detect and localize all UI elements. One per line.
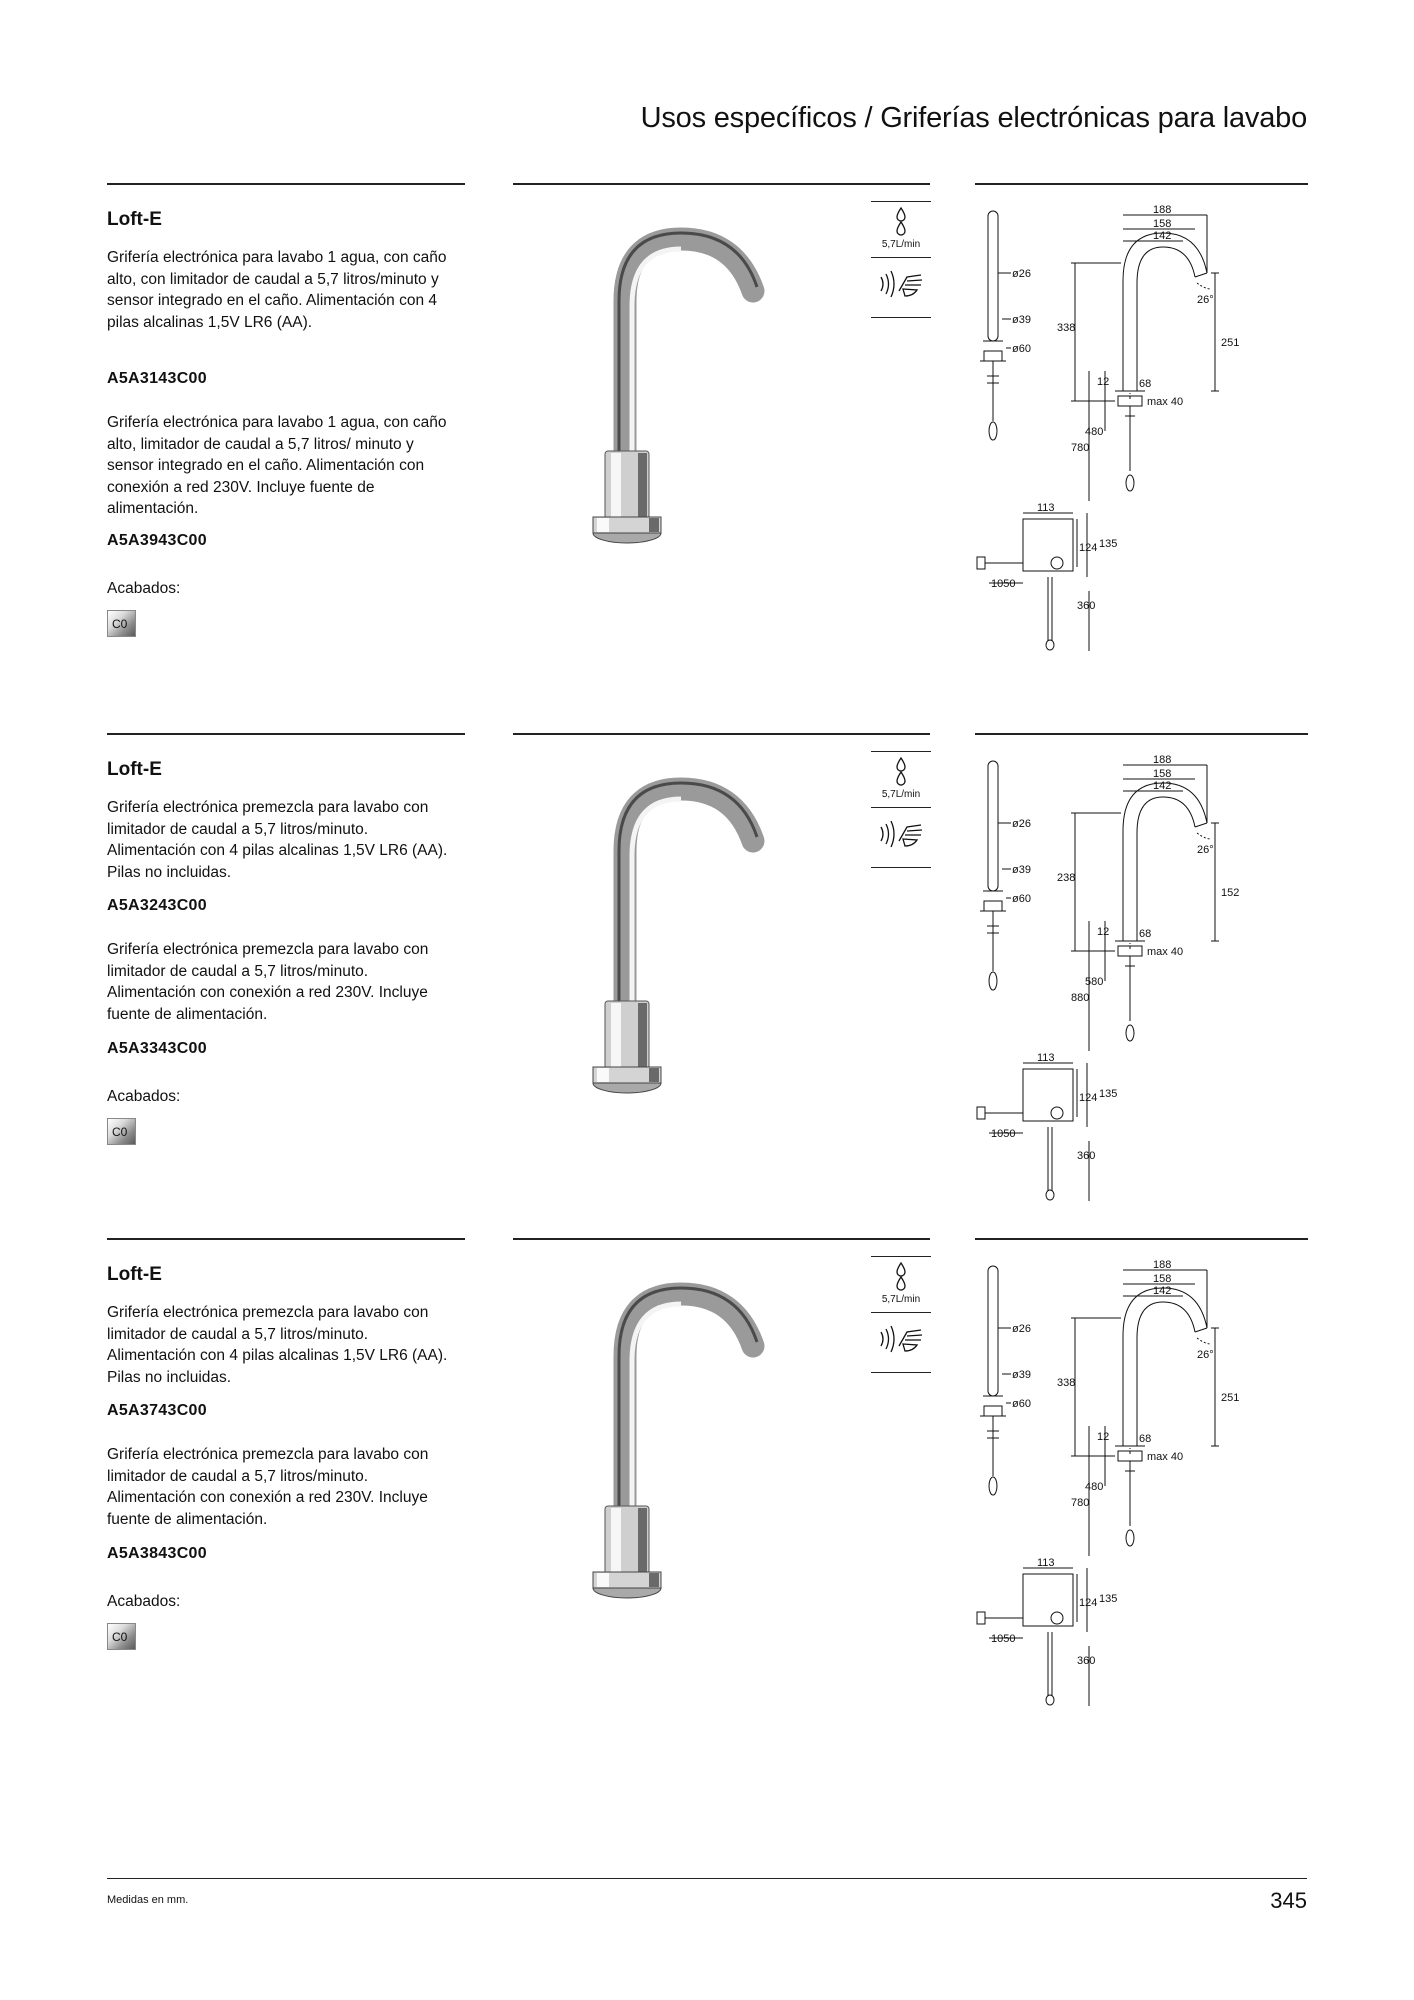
- dim-angle: 26°: [1197, 1349, 1214, 1361]
- section-divider: [513, 1238, 930, 1240]
- finishes-label: Acabados:: [107, 580, 181, 597]
- dim-480: 480: [1085, 1481, 1104, 1493]
- dim-hose: 360: [1077, 1150, 1096, 1162]
- dim-142: 142: [1153, 1285, 1172, 1297]
- finishes-label: Acabados:: [107, 1088, 181, 1105]
- section-divider: [513, 183, 930, 185]
- dim-box-width: 113: [1037, 1557, 1055, 1569]
- hand-sensor-icon: [877, 817, 927, 851]
- variant-description: Grifería electrónica para lavabo 1 agua, con caño alto, limitador de caudal a 5,7 litros/ minuto y sensor integrado en el caño. Alimentación con conexión a red 230V. Incluye fuente de alimentación.: [107, 414, 447, 517]
- dim-phi39: ø39: [1012, 1369, 1031, 1381]
- water-drops-icon: [891, 1262, 911, 1292]
- dim-158: 158: [1153, 768, 1172, 780]
- dim-780: 780: [1071, 442, 1090, 454]
- flow-rate-label: 5,7L/min: [881, 239, 921, 250]
- dim-angle: 26°: [1197, 844, 1214, 856]
- dim-188: 188: [1153, 1259, 1172, 1271]
- hand-sensor-icon: [877, 1322, 927, 1356]
- dim-12: 12: [1097, 926, 1110, 938]
- dim-68: 68: [1139, 1433, 1152, 1445]
- dim-hose: 360: [1077, 600, 1096, 612]
- dim-12: 12: [1097, 1431, 1110, 1443]
- dim-188: 188: [1153, 204, 1172, 216]
- variant-description: Grifería electrónica para lavabo 1 agua, con caño alto, con limitador de caudal a 5,7 litros/minuto y sensor integrado en el caño. Alimentación con 4 pilas alcalinas 1,5V LR6 (AA).: [107, 249, 447, 331]
- dim-spout-height: 251: [1221, 337, 1240, 349]
- section-divider: [107, 733, 465, 735]
- dim-phi39: ø39: [1012, 864, 1031, 876]
- footer-divider: [107, 1878, 1307, 1879]
- dim-height-total: 238: [1057, 872, 1076, 884]
- variant-description: Grifería electrónica premezcla para lavabo con limitador de caudal a 5,7 litros/minuto. Alimentación con conexión a red 230V. Incluye fuente de alimentación.: [107, 1446, 429, 1528]
- section-divider: [975, 733, 1308, 735]
- technical-drawing: [975, 204, 1315, 731]
- dim-12: 12: [1097, 376, 1110, 388]
- dim-box-h2: 135: [1099, 1088, 1118, 1100]
- dim-480: 480: [1085, 426, 1104, 438]
- dim-phi60: ø60: [1012, 1398, 1031, 1410]
- dim-780: 880: [1071, 992, 1090, 1004]
- page-title: Usos específicos / Griferías electrónicas para lavabo: [640, 102, 1307, 134]
- dim-158: 158: [1153, 218, 1172, 230]
- dim-188: 188: [1153, 754, 1172, 766]
- dim-phi60: ø60: [1012, 343, 1031, 355]
- water-drops-icon: [891, 207, 911, 237]
- product-code: A5A3943C00: [107, 532, 207, 549]
- technical-drawing: [975, 754, 1315, 1281]
- section-divider: [975, 1238, 1308, 1240]
- dim-angle: 26°: [1197, 294, 1214, 306]
- dim-box-h1: 124: [1079, 1597, 1098, 1609]
- dim-box-width: 113: [1037, 502, 1055, 514]
- product-name: Loft-E: [107, 209, 162, 230]
- dim-cable: 1050: [991, 1128, 1016, 1140]
- product-section: [0, 733, 1414, 1273]
- footer-note: Medidas en mm.: [107, 1894, 189, 1906]
- product-name: Loft-E: [107, 1264, 162, 1285]
- product-code: A5A3343C00: [107, 1040, 207, 1057]
- dim-box-h1: 124: [1079, 1092, 1098, 1104]
- product-photo: [513, 1266, 847, 1626]
- dim-142: 142: [1153, 780, 1172, 792]
- product-code: A5A3243C00: [107, 897, 207, 914]
- finish-swatch-chrome: C0: [107, 610, 136, 637]
- product-name: Loft-E: [107, 759, 162, 780]
- hand-sensor-icon: [877, 267, 927, 301]
- product-photo: [513, 211, 847, 571]
- dim-height-total: 338: [1057, 322, 1076, 334]
- variant-description: Grifería electrónica premezcla para lavabo con limitador de caudal a 5,7 litros/minuto. Alimentación con conexión a red 230V. Incluye fuente de alimentación.: [107, 941, 429, 1023]
- dim-phi26: ø26: [1012, 1323, 1031, 1335]
- dim-box-h1: 124: [1079, 542, 1098, 554]
- variant-description: Grifería electrónica premezcla para lavabo con limitador de caudal a 5,7 litros/minuto. Alimentación con 4 pilas alcalinas 1,5V LR6 (AA). Pilas no incluidas.: [107, 1304, 448, 1386]
- product-code: A5A3743C00: [107, 1402, 207, 1419]
- finish-swatch-chrome: C0: [107, 1623, 136, 1650]
- dim-box-h2: 135: [1099, 1593, 1118, 1605]
- flow-rate-label: 5,7L/min: [881, 789, 921, 800]
- section-divider: [513, 733, 930, 735]
- dim-max: max 40: [1147, 946, 1184, 958]
- dim-height-total: 338: [1057, 1377, 1076, 1389]
- dim-phi60: ø60: [1012, 893, 1031, 905]
- dim-spout-height: 251: [1221, 1392, 1240, 1404]
- page-number: 345: [1270, 1888, 1307, 1913]
- dim-cable: 1050: [991, 1633, 1016, 1645]
- dim-phi26: ø26: [1012, 818, 1031, 830]
- dim-158: 158: [1153, 1273, 1172, 1285]
- variant-description: Grifería electrónica premezcla para lavabo con limitador de caudal a 5,7 litros/minuto. Alimentación con 4 pilas alcalinas 1,5V LR6 (AA). Pilas no incluidas.: [107, 799, 448, 881]
- dim-spout-height: 152: [1221, 887, 1240, 899]
- dim-142: 142: [1153, 230, 1172, 242]
- product-code: A5A3143C00: [107, 370, 207, 387]
- dim-cable: 1050: [991, 578, 1016, 590]
- dim-max: max 40: [1147, 1451, 1184, 1463]
- dim-max: max 40: [1147, 396, 1184, 408]
- dim-phi39: ø39: [1012, 314, 1031, 326]
- section-divider: [107, 1238, 465, 1240]
- water-drops-icon: [891, 757, 911, 787]
- dim-480: 580: [1085, 976, 1104, 988]
- finishes-label: Acabados:: [107, 1593, 181, 1610]
- dim-box-h2: 135: [1099, 538, 1118, 550]
- dim-68: 68: [1139, 928, 1152, 940]
- section-divider: [107, 183, 465, 185]
- dim-780: 780: [1071, 1497, 1090, 1509]
- dim-phi26: ø26: [1012, 268, 1031, 280]
- product-photo: [513, 761, 847, 1121]
- product-section: [0, 1238, 1414, 1778]
- section-divider: [975, 183, 1308, 185]
- dim-hose: 360: [1077, 1655, 1096, 1667]
- product-code: A5A3843C00: [107, 1545, 207, 1562]
- flow-rate-label: 5,7L/min: [881, 1294, 921, 1305]
- product-section: [0, 183, 1414, 723]
- dim-box-width: 113: [1037, 1052, 1055, 1064]
- finish-swatch-chrome: C0: [107, 1118, 136, 1145]
- technical-drawing: [975, 1259, 1315, 1786]
- dim-68: 68: [1139, 378, 1152, 390]
